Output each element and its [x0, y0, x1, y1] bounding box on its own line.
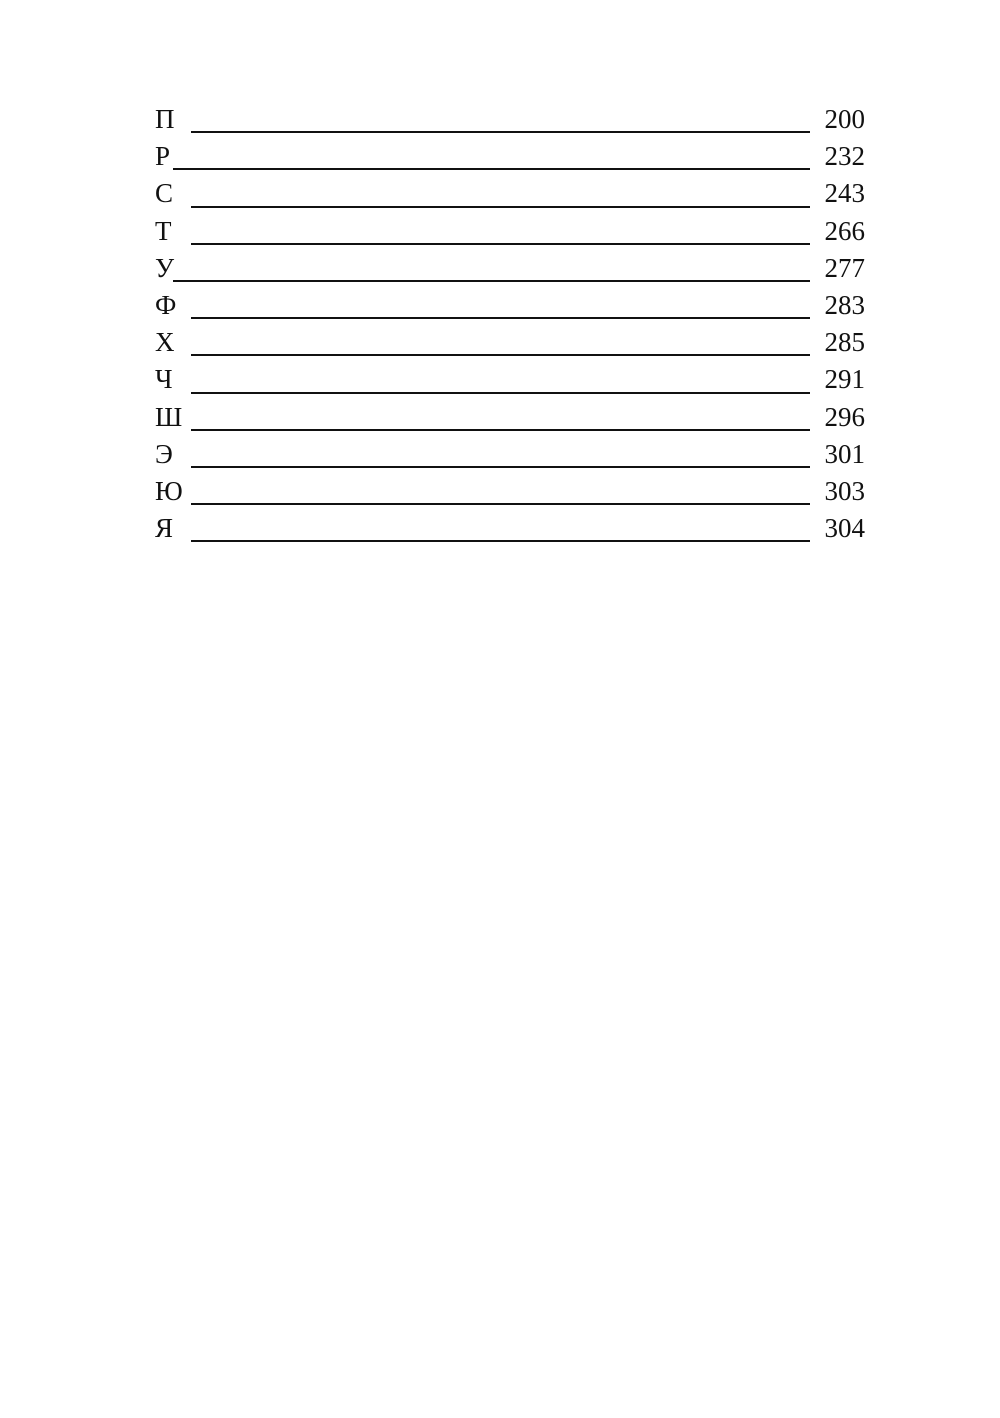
toc-leader-line [191, 206, 810, 208]
toc-page-number: 296 [824, 401, 865, 432]
toc-letter: Ю [155, 475, 183, 506]
toc-letter: С [155, 178, 174, 209]
toc-leader-line [173, 280, 810, 282]
toc-leader-line [191, 429, 810, 431]
toc-letter: Ф [155, 289, 177, 320]
toc-entry [155, 473, 865, 510]
toc-entry [155, 361, 865, 398]
toc-letter: Х [155, 327, 175, 358]
toc-letter: Э [155, 438, 173, 469]
toc-entry [155, 101, 865, 138]
toc-letter: У [155, 252, 175, 283]
toc-entry [155, 175, 865, 212]
toc-leader-line [191, 503, 810, 505]
toc-entry [155, 399, 865, 436]
toc-leader-line [191, 392, 810, 394]
toc-letter: Ш [155, 401, 183, 432]
toc-page-number: 277 [824, 252, 865, 283]
toc-page-number: 243 [824, 178, 865, 209]
toc-entry [155, 436, 865, 473]
toc-leader-line [191, 243, 810, 245]
toc-page-number: 283 [824, 289, 865, 320]
toc-page-number: 304 [824, 513, 865, 544]
toc-leader-line [191, 540, 810, 542]
toc-entry [155, 250, 865, 287]
toc-leader-line [173, 168, 810, 170]
toc-page-number: 266 [824, 215, 865, 246]
table-of-contents [155, 101, 865, 547]
toc-letter: Т [155, 215, 172, 246]
toc-entry [155, 213, 865, 250]
toc-page-number: 303 [824, 475, 865, 506]
toc-leader-line [191, 466, 810, 468]
toc-letter: Р [155, 141, 171, 172]
toc-letter: Ч [155, 364, 173, 395]
toc-page-number: 291 [824, 364, 865, 395]
toc-leader-line [191, 131, 810, 133]
toc-page-number: 232 [824, 141, 865, 172]
toc-letter: П [155, 104, 175, 134]
toc-leader-line [191, 317, 810, 319]
toc-entry [155, 138, 865, 175]
toc-page-number: 301 [824, 438, 865, 469]
toc-letter: Я [155, 513, 174, 544]
toc-page-number: 285 [824, 327, 865, 358]
toc-entry [155, 510, 865, 547]
toc-page-number: 200 [824, 104, 865, 134]
toc-entry [155, 287, 865, 324]
toc-entry [155, 324, 865, 361]
toc-leader-line [191, 354, 810, 356]
